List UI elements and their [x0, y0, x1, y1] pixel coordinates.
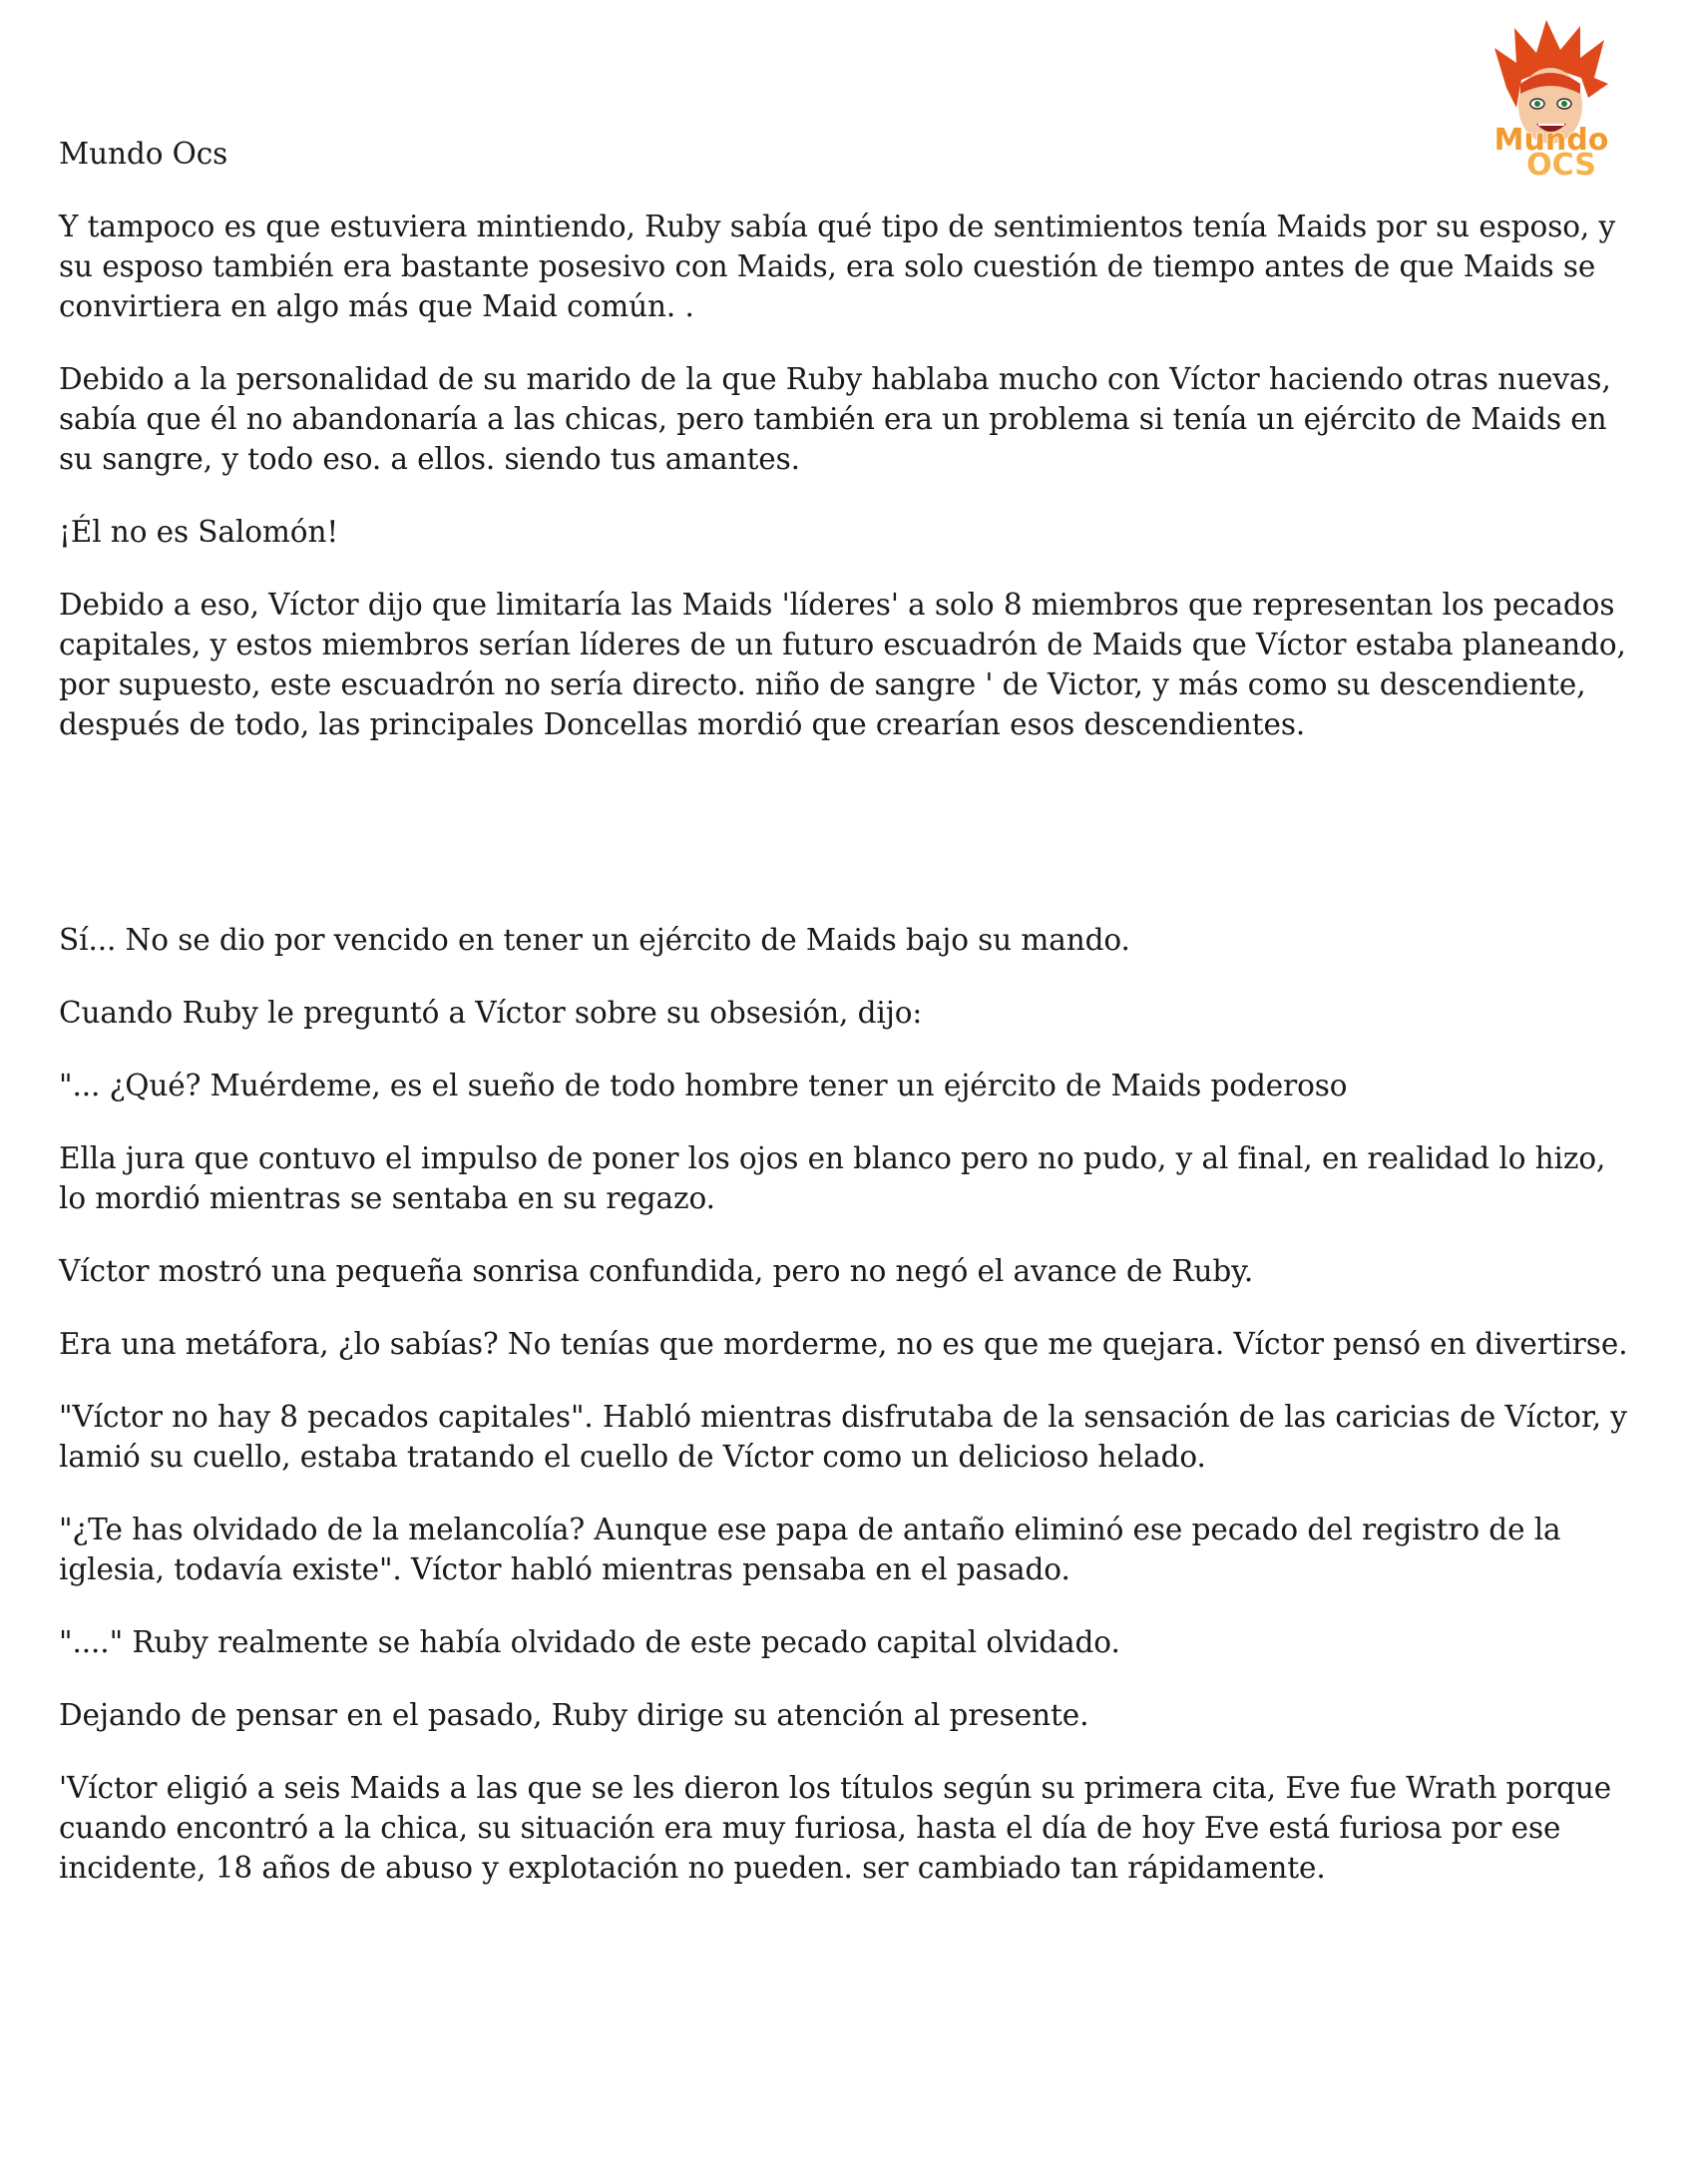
logo-line2: OCS — [1526, 148, 1596, 178]
paragraph: Víctor mostró una pequeña sonrisa confundida, pero no negó el avance de Ruby. — [59, 1254, 1254, 1288]
paragraph: "...." Ruby realmente se había olvidado de este pecado capital olvidado. — [59, 1625, 1120, 1659]
paragraph: Era una metáfora, ¿lo sabías? No tenías que morderme, no es que me quejara. Víctor pensó en divertirse. — [59, 1327, 1628, 1361]
paragraph: Y tampoco es que estuviera mintiendo, Ruby sabía qué tipo de sentimientos tenía Maids por su esposo, y su esposo también era bastante posesivo con Maids, era solo cuestión de tiempo antes de que Maids se convirtiera en algo más que Maid común. . — [59, 210, 1616, 323]
paragraph: Dejando de pensar en el pasado, Ruby dirige su atención al presente. — [59, 1698, 1089, 1732]
paragraph: 'Víctor eligió a seis Maids a las que se les dieron los títulos según su primera cita, Eve fue Wrath porque cuando encontró a la chica, su situación era muy furiosa, hasta el día de hoy Eve está furiosa por ese incidente, 18 años de abuso y explotación no pueden. ser cambiado tan rápidamente. — [59, 1771, 1612, 1885]
paragraph: Sí... No se dio por vencido en tener un ejército de Maids bajo su mando. — [59, 923, 1130, 957]
paragraph: "... ¿Qué? Muérdeme, es el sueño de todo hombre tener un ejército de Maids poderoso — [59, 1069, 1348, 1102]
paragraph: Debido a eso, Víctor dijo que limitaría las Maids 'líderes' a solo 8 miembros que representan los pecados capitales, y estos miembros serían líderes de un futuro escuadrón de Maids que Víctor estaba planeando, por supuesto, este escuadrón no sería directo. niño de sangre ' de Victor, y más como su descendiente, después de todo, las principales Doncellas mordió que crearían esos descendientes. — [59, 588, 1626, 741]
text-section-1 — [59, 134, 1635, 777]
page-header-title: Mundo Ocs — [59, 137, 228, 171]
paragraph: "Víctor no hay 8 pecados capitales". Habló mientras disfrutaba de la sensación de las caricias de Víctor, y lamió su cuello, estaba tratando el cuello de Víctor como un delicioso helado. — [59, 1400, 1627, 1474]
paragraph: Cuando Ruby le preguntó a Víctor sobre su obsesión, dijo: — [59, 996, 923, 1030]
paragraph: Debido a la personalidad de su marido de la que Ruby hablaba mucho con Víctor haciendo otras nuevas, sabía que él no abandonaría a las chicas, pero también era un problema si tenía un ejército de Maids en su sangre, y todo eso. a ellos. siendo tus amantes. — [59, 362, 1611, 476]
text-section-2 — [59, 920, 1635, 1921]
paragraph: ¡Él no es Salomón! — [59, 515, 339, 549]
paragraph: Ella jura que contuvo el impulso de poner los ojos en blanco pero no pudo, y al final, en realidad lo hizo, lo mordió mientras se sentaba en su regazo. — [59, 1141, 1606, 1215]
paragraph: "¿Te has olvidado de la melancolía? Aunque ese papa de antaño eliminó ese pecado del registro de la iglesia, todavía existe". Víctor habló mientras pensaba en el pasado. — [59, 1513, 1561, 1586]
logo-line1: Mundo — [1493, 123, 1609, 158]
